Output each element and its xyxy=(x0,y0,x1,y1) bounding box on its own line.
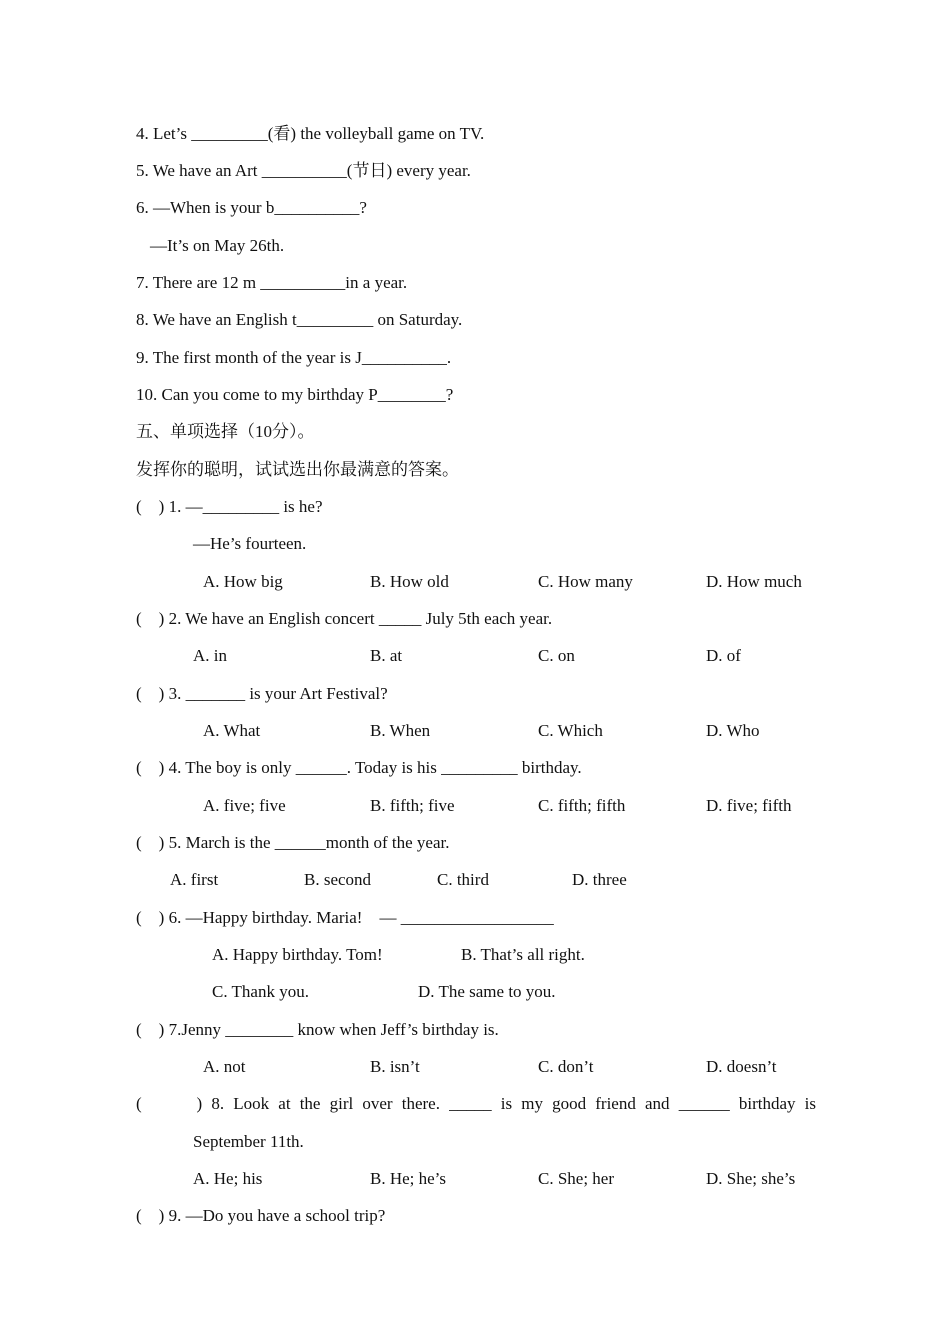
question-7-option-a: A. not xyxy=(203,1057,246,1076)
question-3-stem: ( ) 3. _______ is your Art Festival? xyxy=(136,684,388,703)
section-instruction: 发挥你的聪明，试试选出你最满意的答案。 xyxy=(136,460,459,479)
fill-in-item-8: 8. We have an English t_________ on Saturday. xyxy=(136,310,463,329)
question-8-option-b: B. He; he’s xyxy=(370,1169,447,1188)
section-title: 五、单项选择（10分）。 xyxy=(136,422,315,441)
question-6-option-c: C. Thank you. xyxy=(212,982,309,1001)
question-6-option-d: D. The same to you. xyxy=(418,982,556,1001)
question-8-option-d: D. She; she’s xyxy=(706,1169,796,1188)
question-3-option-d: D. Who xyxy=(706,721,760,740)
fill-in-item-10: 10. Can you come to my birthday P________? xyxy=(136,385,454,404)
fill-in-item-7: 7. There are 12 m __________in a year. xyxy=(136,273,408,292)
fill-in-item-5: 5. We have an Art __________(节日) every year. xyxy=(136,161,471,180)
question-3-option-c: C. Which xyxy=(538,721,603,740)
question-1-option-d: D. How much xyxy=(706,572,802,591)
question-7-stem: ( ) 7.Jenny ________ know when Jeff’s birthday is. xyxy=(136,1020,499,1039)
question-9-stem: ( ) 9. —Do you have a school trip? xyxy=(136,1206,386,1225)
question-6-option-b: B. That’s all right. xyxy=(461,945,585,964)
question-6-stem: ( ) 6. —Happy birthday. Maria! — __________________ xyxy=(136,908,554,927)
question-3-option-a: A. What xyxy=(203,721,261,740)
question-4-stem: ( ) 4. The boy is only ______. Today is his _________ birthday. xyxy=(136,758,582,777)
question-5-option-d: D. three xyxy=(572,870,627,889)
fill-in-item-4: 4. Let’s _________(看) the volleyball game on TV. xyxy=(136,124,485,143)
question-8-stem: ( ) 8. Look at the girl over there. _____ is my good friend and ______ birthday is xyxy=(136,1094,816,1113)
question-3-option-b: B. When xyxy=(370,721,431,740)
fill-in-item-6: 6. —When is your b__________? xyxy=(136,198,367,217)
question-2-option-d: D. of xyxy=(706,646,741,665)
fill-in-item-6-answer: —It’s on May 26th. xyxy=(150,236,285,255)
question-1-answer-line: —He’s fourteen. xyxy=(193,534,307,553)
question-2-option-c: C. on xyxy=(538,646,575,665)
question-5-option-b: B. second xyxy=(304,870,372,889)
question-1-stem: ( ) 1. —_________ is he? xyxy=(136,497,323,516)
question-5-option-a: A. first xyxy=(170,870,219,889)
question-2-option-b: B. at xyxy=(370,646,403,665)
question-7-option-c: C. don’t xyxy=(538,1057,594,1076)
question-8-option-a: A. He; his xyxy=(193,1169,263,1188)
question-2-stem: ( ) 2. We have an English concert _____ July 5th each year. xyxy=(136,609,553,628)
question-2-option-a: A. in xyxy=(193,646,227,665)
fill-in-item-9: 9. The first month of the year is J__________. xyxy=(136,348,452,367)
question-4-option-b: B. fifth; five xyxy=(370,796,455,815)
question-4-option-a: A. five; five xyxy=(203,796,286,815)
question-1-option-b: B. How old xyxy=(370,572,449,591)
question-1-option-c: C. How many xyxy=(538,572,633,591)
question-1-option-a: A. How big xyxy=(203,572,283,591)
question-7-option-d: D. doesn’t xyxy=(706,1057,777,1076)
question-8-stem-continued: September 11th. xyxy=(193,1132,304,1151)
question-5-stem: ( ) 5. March is the ______month of the year. xyxy=(136,833,450,852)
question-4-option-c: C. fifth; fifth xyxy=(538,796,626,815)
question-6-option-a: A. Happy birthday. Tom! xyxy=(212,945,383,964)
question-8-option-c: C. She; her xyxy=(538,1169,615,1188)
question-4-option-d: D. five; fifth xyxy=(706,796,792,815)
question-5-option-c: C. third xyxy=(437,870,489,889)
question-7-option-b: B. isn’t xyxy=(370,1057,420,1076)
